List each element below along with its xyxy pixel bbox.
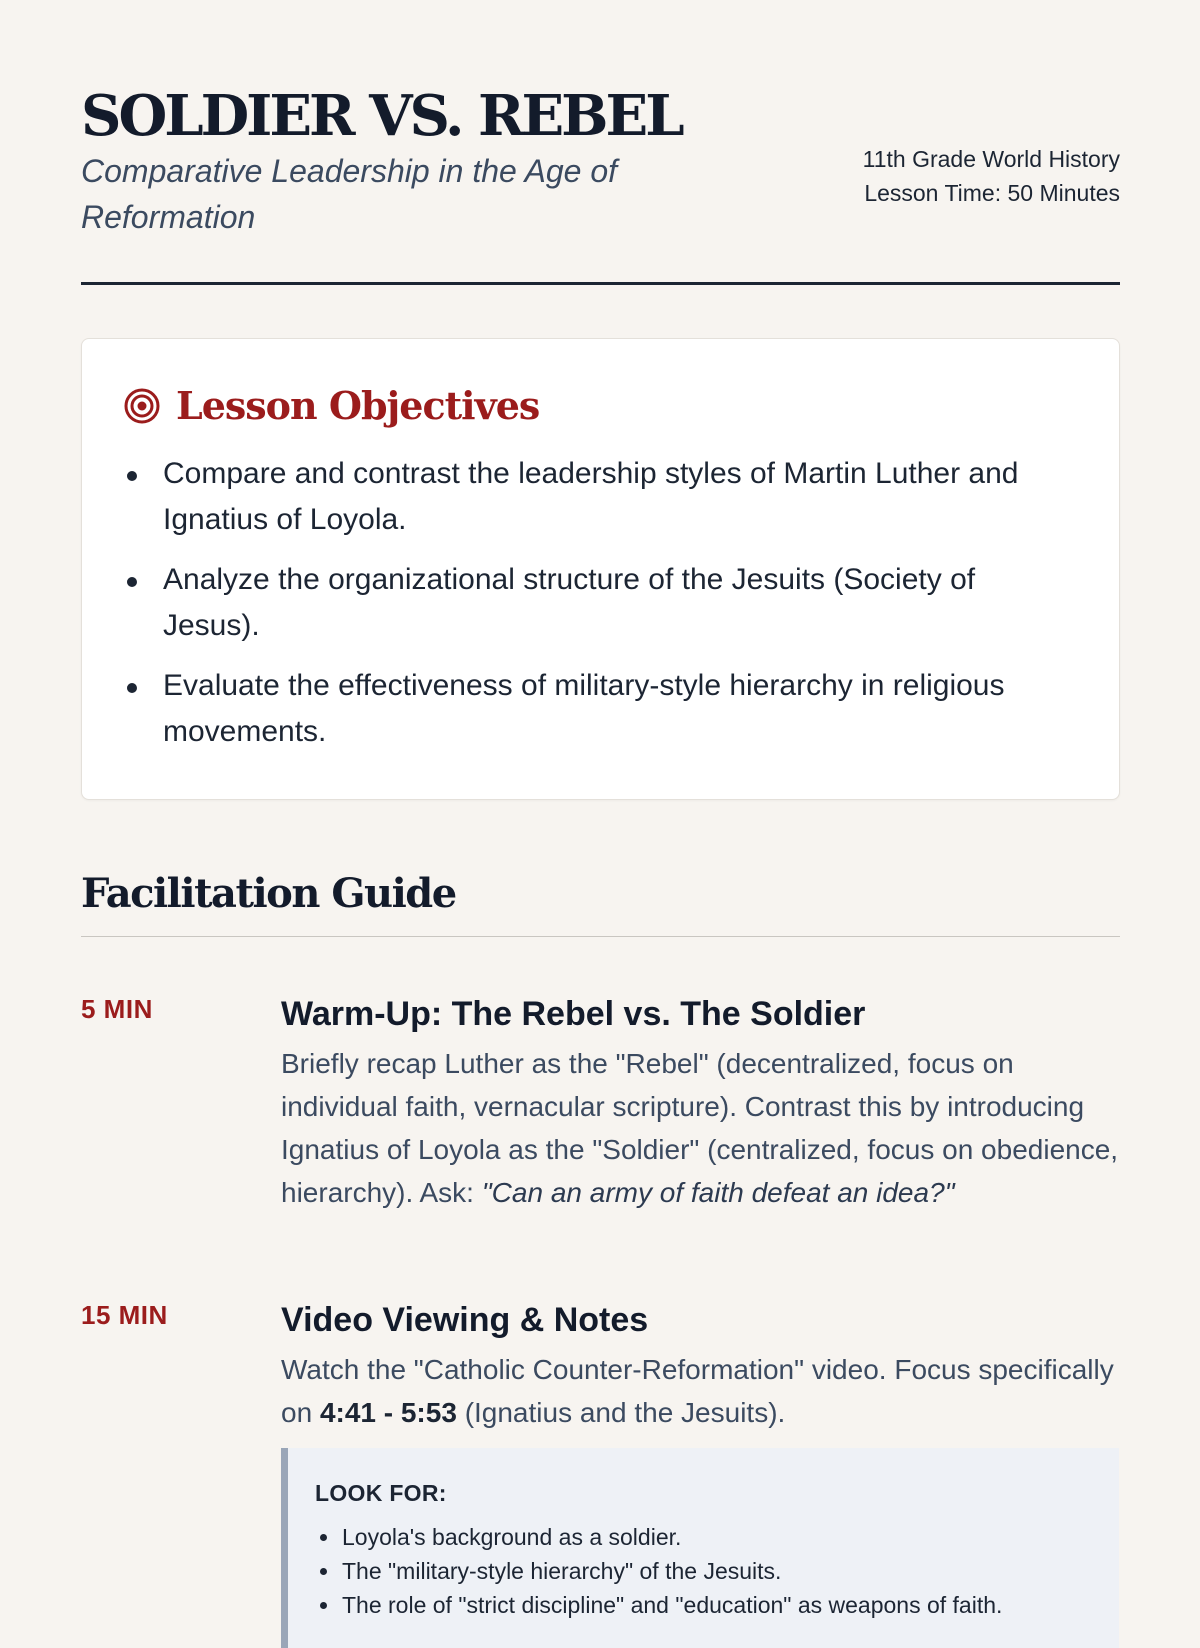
step-duration: 5 MIN — [81, 994, 153, 1024]
look-for-callout — [281, 1448, 1119, 1648]
step-text: Briefly recap Luther as the "Rebel" (decentralized, focus on individual faith, vernacular scripture). Contrast this by introducing Ignatius of Loyola as the "Soldier" (centralized, focus on obedience, hierarchy). Ask: — [281, 1048, 1119, 1208]
step-description — [281, 1042, 1120, 1214]
page-header — [81, 78, 1120, 285]
objectives-list — [163, 451, 1063, 769]
objective-item: Analyze the organizational structure of the Jesuits (Society of Jesus). — [163, 557, 1063, 649]
objective-item: Evaluate the effectiveness of military-style hierarchy in religious movements. — [163, 663, 1063, 755]
callout-label: LOOK FOR: — [315, 1480, 447, 1506]
step-body — [281, 1298, 1120, 1618]
lesson-time: Lesson Time: 50 Minutes — [864, 180, 1120, 206]
lesson-meta — [860, 142, 1120, 210]
callout-list — [342, 1520, 1102, 1622]
page-subtitle: Comparative Leadership in the Age of Reformation — [81, 153, 618, 235]
objectives-card — [81, 338, 1120, 800]
objectives-header — [124, 381, 539, 431]
facilitation-title: Facilitation Guide — [81, 866, 1120, 937]
step-text-before: Watch the "Catholic Counter-Reformation" video. Focus specifically on — [281, 1354, 1114, 1428]
page-title: SOLDIER VS. REBEL — [81, 83, 682, 149]
step-title: Warm-Up: The Rebel vs. The Soldier — [281, 995, 866, 1033]
step-title: Video Viewing & Notes — [281, 1301, 649, 1339]
step-text-after: (Ignatius and the Jesuits). — [464, 1397, 786, 1428]
callout-item: The "military-style hierarchy" of the Jesuits. — [342, 1554, 1102, 1588]
target-icon — [124, 388, 160, 424]
step-quote: "Can an army of faith defeat an idea?" — [481, 1177, 955, 1208]
callout-item: Loyola's background as a soldier. — [342, 1520, 1102, 1554]
objectives-title: Lesson Objectives — [176, 383, 540, 428]
grade-level: 11th Grade World History — [862, 146, 1120, 172]
callout-item: The role of "strict discipline" and "education" as weapons of faith. — [342, 1588, 1102, 1622]
step-duration: 15 MIN — [81, 1300, 168, 1330]
video-timestamp: 4:41 - 5:53 — [319, 1397, 457, 1428]
objective-item: Compare and contrast the leadership styles of Martin Luther and Ignatius of Loyola. — [163, 451, 1063, 543]
step-body — [281, 992, 1120, 1214]
step-description — [281, 1348, 1120, 1434]
